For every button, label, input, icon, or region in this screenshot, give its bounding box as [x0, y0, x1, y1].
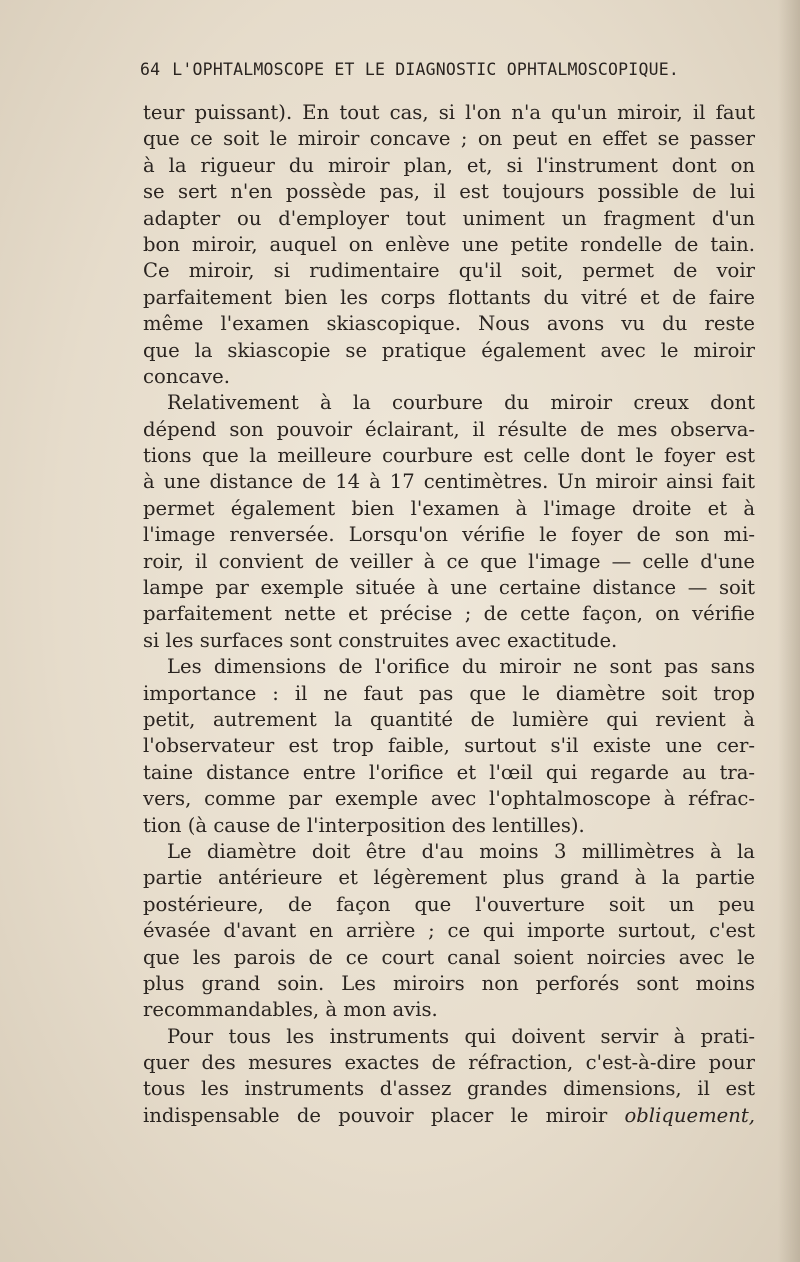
text-line: postérieure, de façon que l'ouverture soit un peu: [143, 892, 755, 916]
text-line: tions que la meilleure courbure est celle dont le foyer est: [143, 444, 755, 468]
text-line: roir, il convient de veiller à ce que l'image — celle d'une: [143, 549, 755, 573]
text-line: lampe par exemple située à une certaine distance — soit: [143, 576, 755, 600]
text-line: bon miroir, auquel on enlève une petite rondelle de tain.: [143, 232, 755, 256]
text-line: importance : il ne faut pas que le diamètre soit trop: [143, 681, 755, 705]
text-line: partie antérieure et légèrement plus grand à la partie: [143, 866, 755, 890]
text-line: dépend son pouvoir éclairant, il résulte de mes observa-: [143, 417, 755, 441]
text-line: parfaitement bien les corps flottants du vitré et de faire: [143, 285, 755, 309]
running-header: [140, 60, 755, 86]
text-line: que la skiascopie se pratique également avec le miroir: [143, 338, 755, 362]
text-line: permet également bien l'examen à l'image droite et à: [143, 496, 755, 520]
text-line: que ce soit le miroir concave ; on peut en effet se passer: [143, 127, 755, 151]
body-text: [143, 100, 755, 1129]
page-number: 64: [140, 60, 161, 79]
text-line: l'image renversée. Lorsqu'on vérifie le foyer de son mi-: [143, 523, 755, 547]
paragraph-start-line: Les dimensions de l'orifice du miroir ne sont pas sans: [167, 655, 755, 679]
text-line: tous les instruments d'assez grandes dimensions, il est: [143, 1077, 755, 1101]
final-line-text: indispensable de pouvoir placer le miroir: [143, 1103, 608, 1127]
italic-word: obliquement,: [624, 1103, 755, 1127]
text-line: à la rigueur du miroir plan, et, si l'instrument dont on: [143, 153, 755, 177]
text-line: l'observateur est trop faible, surtout s'il existe une cer-: [143, 734, 755, 758]
text-line: adapter ou d'employer tout uniment un fragment d'un: [143, 206, 755, 230]
paragraph-end-line: recommandables, à mon avis.: [143, 998, 438, 1022]
text-line: même l'examen skiascopique. Nous avons vu du reste: [143, 312, 755, 336]
final-text-line: [143, 1103, 755, 1129]
text-line: vers, comme par exemple avec l'ophtalmoscope à réfrac-: [143, 787, 755, 811]
text-line: teur puissant). En tout cas, si l'on n'a qu'un miroir, il faut: [143, 101, 755, 124]
paragraph-end-line: si les surfaces sont construites avec exactitude.: [143, 628, 618, 652]
paragraph-start-line: Relativement à la courbure du miroir creux dont: [167, 391, 755, 415]
text-line: Ce miroir, si rudimentaire qu'il soit, permet de voir: [143, 259, 755, 283]
running-title: L'OPHTALMOSCOPE ET LE DIAGNOSTIC OPHTALMOSCOPIQUE.: [172, 60, 679, 79]
text-line: petit, autrement la quantité de lumière qui revient à: [143, 707, 755, 731]
text-line: que les parois de ce court canal soient noircies avec le: [143, 945, 755, 969]
page-edge-shadow: [778, 0, 800, 1262]
text-line: se sert n'en possède pas, il est toujours possible de lui: [143, 180, 755, 204]
paragraph-start-line: Le diamètre doit être d'au moins 3 millimètres à la: [167, 839, 755, 863]
text-line: taine distance entre l'orifice et l'œil qui regarde au tra-: [143, 760, 755, 784]
paragraph-end-line: concave.: [143, 364, 230, 388]
text-line: à une distance de 14 à 17 centimètres. Un miroir ainsi fait: [143, 470, 755, 494]
text-line: évasée d'avant en arrière ; ce qui importe surtout, c'est: [143, 919, 755, 943]
paragraph-start-line: Pour tous les instruments qui doivent servir à prati-: [167, 1024, 755, 1048]
text-line: parfaitement nette et précise ; de cette façon, on vérifie: [143, 602, 755, 626]
text-line: plus grand soin. Les miroirs non perforés sont moins: [143, 971, 755, 995]
text-line: quer des mesures exactes de réfraction, c'est-à-dire pour: [143, 1051, 755, 1075]
paragraph-end-line: tion (à cause de l'interposition des lentilles).: [143, 813, 585, 837]
